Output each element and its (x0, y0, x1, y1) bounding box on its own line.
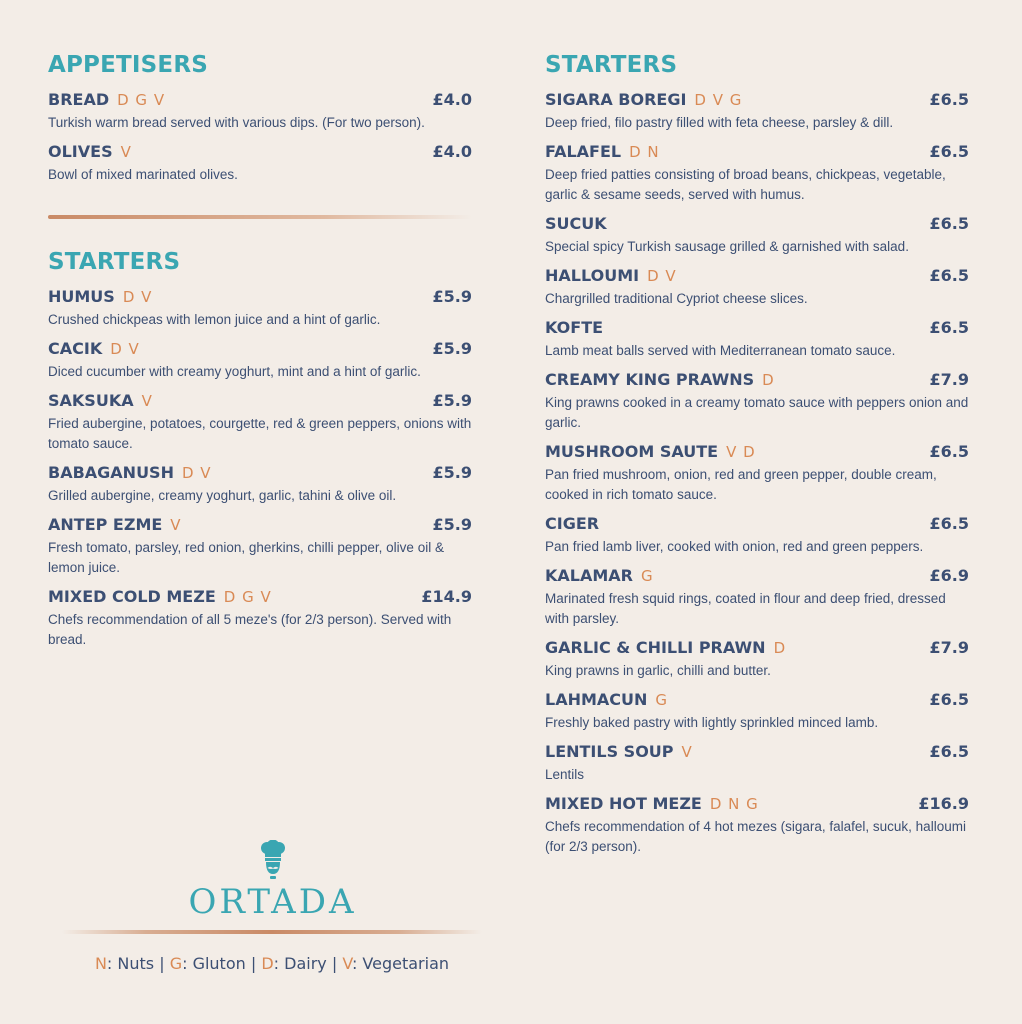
menu-item-name: CREAMY KING PRAWNS (545, 370, 755, 389)
menu-item-price: £6.9 (929, 566, 969, 585)
menu-item-price: £6.5 (929, 214, 969, 233)
menu-item-name: MUSHROOM SAUTE (545, 442, 719, 461)
menu-item-allergen-tags: V D (726, 443, 756, 461)
menu-item (545, 370, 969, 433)
menu-item-description: Special spicy Turkish sausage grilled & garnished with salad. (545, 239, 909, 254)
menu-item-description: Pan fried lamb liver, cooked with onion, red and green peppers. (545, 539, 924, 554)
starters-list-left (48, 287, 472, 650)
menu-item-price: £5.9 (432, 463, 472, 482)
legend-dairy-label: : Dairy (273, 954, 327, 973)
menu-item-allergen-tags: D (762, 371, 775, 389)
menu-item-allergen-tags: V (681, 743, 693, 761)
menu-item-title-group (48, 287, 152, 308)
menu-item (48, 463, 472, 506)
menu-item-price: £5.9 (432, 339, 472, 358)
menu-item-title-group (545, 214, 607, 235)
legend-nuts-key: N (94, 954, 107, 973)
menu-item-description: Chefs recommendation of 4 hot mezes (sigara, falafel, sucuk, halloumi (for 2/3 person). (545, 819, 966, 854)
menu-item-price: £6.5 (929, 514, 969, 533)
menu-item-description: Diced cucumber with creamy yoghurt, mint and a hint of garlic. (48, 364, 421, 379)
menu-item-price: £6.5 (929, 266, 969, 285)
menu-item (545, 794, 969, 857)
menu-item-allergen-tags: G (655, 691, 669, 709)
menu-item-name: SAKSUKA (48, 391, 134, 410)
menu-item-header (545, 266, 969, 287)
appetisers-list (48, 90, 472, 185)
menu-item-description: Lamb meat balls served with Mediterranean tomato sauce. (545, 343, 896, 358)
menu-item-name: SIGARA BOREGI (545, 90, 687, 109)
menu-item-title-group (545, 266, 677, 287)
menu-item-price: £6.5 (929, 690, 969, 709)
menu-item-allergen-tags: G (640, 567, 654, 585)
menu-item-allergen-tags: D V (181, 464, 212, 482)
menu-item-description: King prawns cooked in a creamy tomato sauce with peppers onion and garlic. (545, 395, 969, 430)
menu-item-header (48, 391, 472, 412)
menu-item-name: CIGER (545, 514, 600, 533)
menu-item-title-group (545, 690, 668, 711)
menu-item (545, 214, 969, 257)
menu-item-allergen-tags: D V (647, 267, 677, 285)
menu-item-title-group (545, 514, 599, 535)
menu-item (545, 742, 969, 785)
menu-item (545, 90, 969, 133)
menu-item-allergen-tags: D N (629, 143, 660, 161)
legend-nuts-label: : Nuts (106, 954, 155, 973)
menu-item-description: Lentils (545, 767, 585, 782)
menu-item (48, 587, 472, 650)
menu-item (545, 266, 969, 309)
menu-item-name: FALAFEL (545, 142, 622, 161)
menu-item-header (545, 514, 969, 535)
menu-item-description: Crushed chickpeas with lemon juice and a hint of garlic. (48, 312, 381, 327)
menu-item-description: Chargrilled traditional Cypriot cheese slices. (545, 291, 808, 306)
menu-item-price: £14.9 (421, 587, 472, 606)
menu-item-name: SUCUK (545, 214, 607, 233)
menu-item-allergen-tags: V (120, 143, 132, 161)
menu-item-name: MIXED COLD MEZE (48, 587, 216, 606)
menu-item-header (48, 515, 472, 536)
legend-vegetarian-key: V (342, 954, 352, 973)
menu-item-header (48, 339, 472, 360)
menu-item-description: Bowl of mixed marinated olives. (48, 167, 238, 182)
menu-item-header (545, 742, 969, 763)
menu-item-name: LAHMACUN (545, 690, 648, 709)
menu-item-allergen-tags: D V G (694, 91, 743, 109)
menu-item-header (545, 690, 969, 711)
appetisers-title: APPETISERS (48, 52, 209, 78)
menu-item-title-group (545, 442, 756, 463)
menu-item (545, 514, 969, 557)
menu-item (545, 318, 969, 361)
menu-item (545, 690, 969, 733)
section-divider (48, 215, 472, 219)
menu-item-description: Grilled aubergine, creamy yoghurt, garlic, tahini & olive oil. (48, 488, 397, 503)
brand-logo (180, 840, 365, 922)
menu-item-name: HUMUS (48, 287, 115, 306)
menu-item-title-group (545, 90, 742, 111)
chef-icon (258, 840, 288, 880)
menu-item-header (545, 142, 969, 163)
legend-separator: | (326, 954, 343, 973)
menu-item-price: £6.5 (929, 742, 969, 761)
menu-item-allergen-tags: D G V (223, 588, 272, 606)
menu-item-price: £6.5 (929, 142, 969, 161)
menu-item (545, 638, 969, 681)
legend-gluten-key: G (169, 954, 183, 973)
menu-item-name: HALLOUMI (545, 266, 640, 285)
menu-item-title-group (48, 339, 140, 360)
menu-item-description: Fresh tomato, parsley, red onion, gherkins, chilli pepper, olive oil & lemon juice. (48, 540, 444, 575)
menu-item (545, 442, 969, 505)
menu-item-allergen-tags: V (141, 392, 153, 410)
menu-item-title-group (545, 638, 786, 659)
menu-item-header (545, 638, 969, 659)
menu-item-allergen-tags: D (773, 639, 787, 657)
menu-item-price: £16.9 (918, 794, 969, 813)
left-column (48, 52, 472, 659)
menu-item (48, 391, 472, 454)
menu-item (545, 566, 969, 629)
menu-item-description: Fried aubergine, potatoes, courgette, red & green peppers, onions with tomato sauce. (48, 416, 472, 451)
legend-dairy-key: D (261, 954, 274, 973)
menu-item-title-group (48, 515, 182, 536)
menu-item (48, 287, 472, 330)
menu-item-allergen-tags: D G V (117, 91, 166, 109)
menu-item-description: Turkish warm bread served with various dips. (For two person). (48, 115, 425, 130)
menu-item-name: MIXED HOT MEZE (545, 794, 702, 813)
menu-item-allergen-tags: D V (122, 288, 153, 306)
menu-item-title-group (545, 142, 660, 163)
menu-item-title-group (48, 90, 165, 111)
menu-item-header (48, 463, 472, 484)
menu-item-name: LENTILS SOUP (545, 742, 674, 761)
menu-item-header (545, 442, 969, 463)
menu-item (48, 515, 472, 578)
menu-item-price: £5.9 (432, 515, 472, 534)
menu-item-description: Deep fried patties consisting of broad beans, chickpeas, vegetable, garlic & sesame seeds, served with humus. (545, 167, 946, 202)
menu-item-header (48, 287, 472, 308)
menu-item-price: £6.5 (929, 318, 969, 337)
menu-item-description: King prawns in garlic, chilli and butter. (545, 663, 771, 678)
menu-item-title-group (545, 370, 775, 391)
menu-item-description: Chefs recommendation of all 5 meze's (for 2/3 person). Served with bread. (48, 612, 452, 647)
menu-item-title-group (545, 742, 693, 763)
starters-title-left: STARTERS (48, 249, 181, 275)
menu-item-price: £7.9 (929, 638, 969, 657)
menu-item-description: Pan fried mushroom, onion, red and green pepper, double cream, cooked in rich tomato sauce. (545, 467, 937, 502)
menu-item-title-group (545, 318, 603, 339)
menu-item-name: ANTEP EZME (48, 515, 163, 534)
menu-item-header (545, 214, 969, 235)
menu-item-header (545, 794, 969, 815)
legend-separator: | (245, 954, 262, 973)
legend-gluten-label: : Gluton (182, 954, 246, 973)
menu-item (48, 90, 472, 133)
brand-name: ORTADA (188, 882, 357, 922)
legend-vegetarian-label: : Vegetarian (351, 954, 450, 973)
menu-item-name: GARLIC & CHILLI PRAWN (545, 638, 766, 657)
menu-item-name: BABAGANUSH (48, 463, 174, 482)
menu-item-name: KOFTE (545, 318, 604, 337)
menu-item-header (545, 370, 969, 391)
right-column (545, 52, 969, 866)
menu-item-price: £7.9 (929, 370, 969, 389)
menu-item-name: OLIVES (48, 142, 113, 161)
menu-item-name: CACIK (48, 339, 103, 358)
starters-list-right (545, 90, 969, 857)
menu-item-allergen-tags: V (170, 516, 182, 534)
starters-title-right: STARTERS (545, 52, 678, 78)
menu-item-title-group (48, 587, 272, 608)
menu-item-header (545, 566, 969, 587)
menu-item-name: BREAD (48, 90, 110, 109)
menu-item-description: Freshly baked pastry with lightly sprinkled minced lamb. (545, 715, 879, 730)
menu-item-header (48, 90, 472, 111)
menu-item-header (48, 587, 472, 608)
menu-item-price: £5.9 (432, 391, 472, 410)
menu-item-name: KALAMAR (545, 566, 633, 585)
menu-item (545, 142, 969, 205)
menu-item-allergen-tags: D N G (709, 795, 759, 813)
menu-item-header (48, 142, 472, 163)
allergen-legend (62, 954, 482, 973)
menu-item-description: Deep fried, filo pastry filled with feta cheese, parsley & dill. (545, 115, 894, 130)
footer-divider (62, 930, 482, 934)
menu-item-price: £6.5 (929, 90, 969, 109)
menu-item-title-group (545, 794, 759, 815)
legend-separator: | (154, 954, 170, 973)
menu-item-price: £4.0 (432, 90, 472, 109)
menu-item-header (545, 318, 969, 339)
menu-item (48, 142, 472, 185)
menu-item-title-group (48, 142, 132, 163)
menu-item-price: £4.0 (432, 142, 472, 161)
menu-item (48, 339, 472, 382)
menu-item-title-group (48, 463, 212, 484)
menu-item-allergen-tags: D V (110, 340, 140, 358)
menu-item-description: Marinated fresh squid rings, coated in flour and deep fried, dressed with parsley. (545, 591, 946, 626)
menu-item-title-group (545, 566, 654, 587)
menu-item-price: £5.9 (432, 287, 472, 306)
menu-item-header (545, 90, 969, 111)
menu-item-title-group (48, 391, 153, 412)
menu-item-price: £6.5 (929, 442, 969, 461)
